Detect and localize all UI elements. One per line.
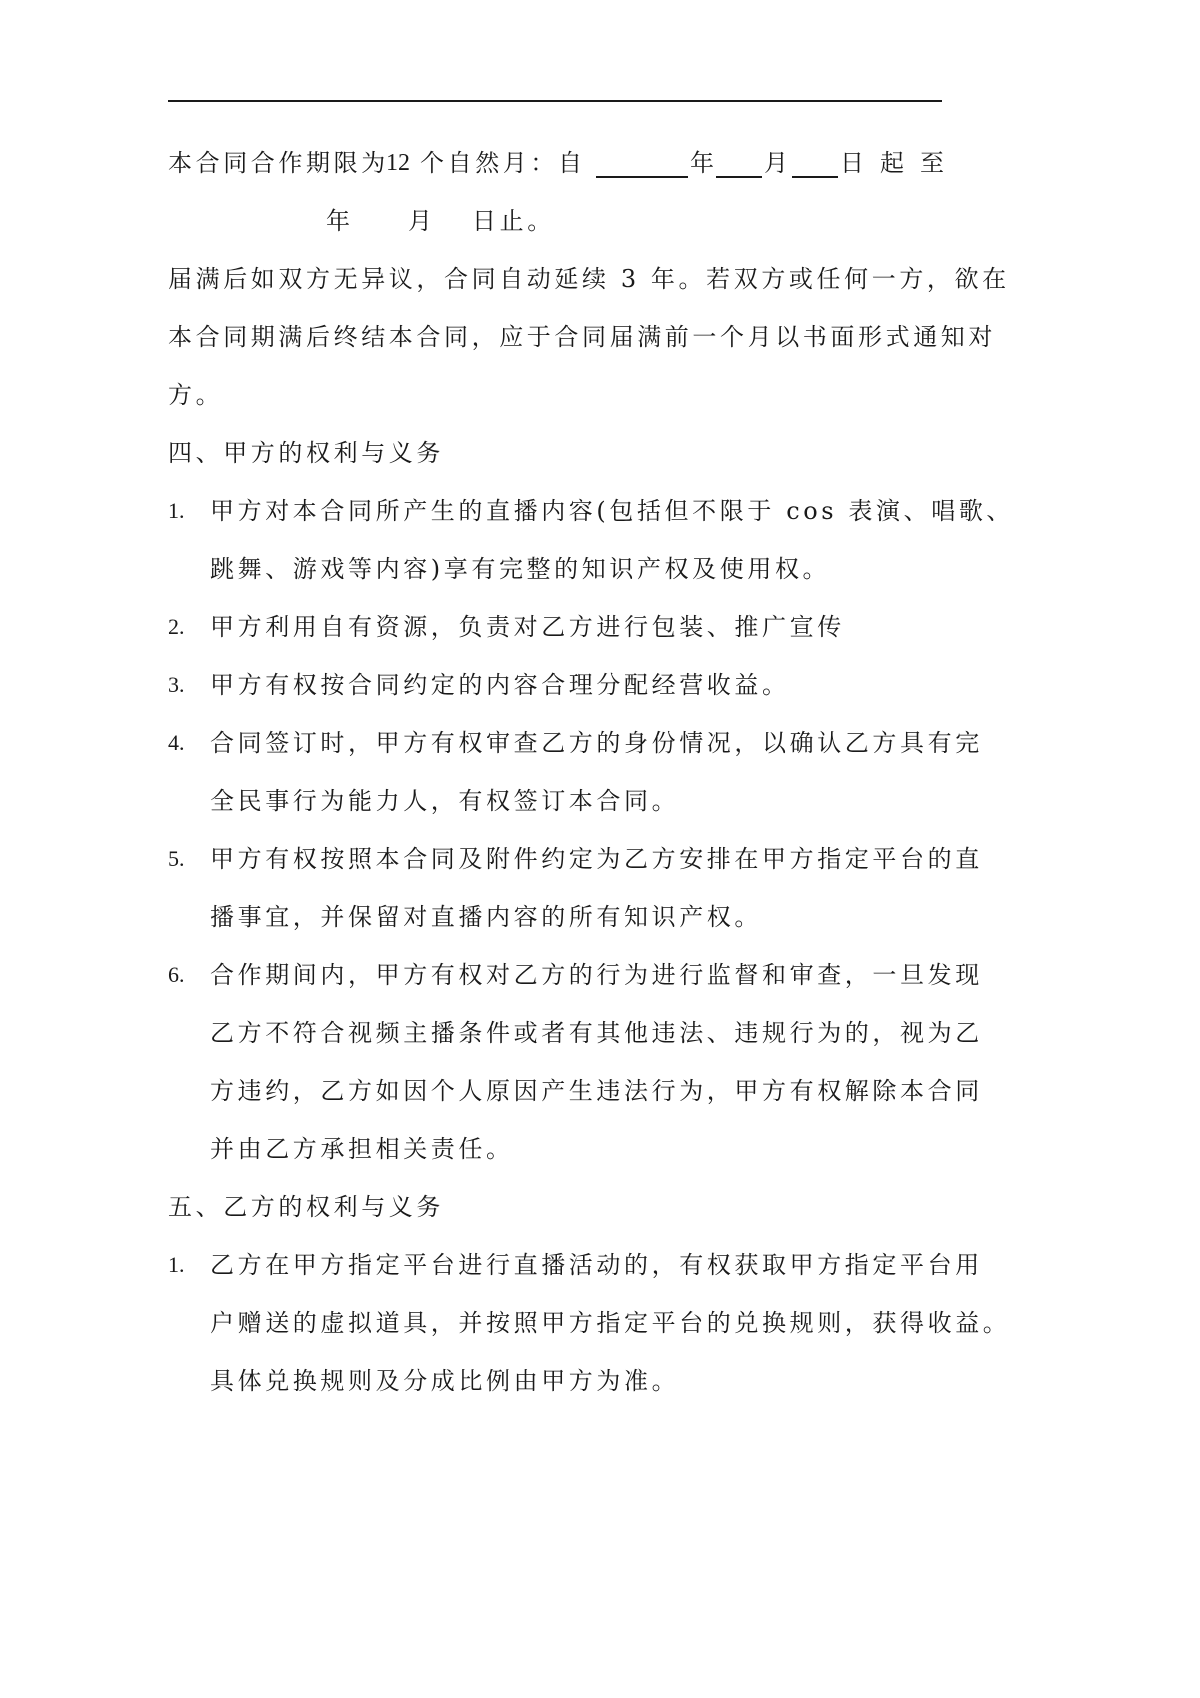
item-number: 2. [168,614,185,639]
end-day-label: 日止。 [472,207,555,235]
start-day-label: 日 [840,149,868,177]
item-text-line: 甲方对本合同所产生的直播内容(包括但不限于 cos 表演、唱歌、 [210,497,1015,525]
item-number: 3. [168,672,185,697]
item-text-line: 甲方有权按合同约定的内容合理分配经营收益。 [210,671,790,699]
header-rule [168,100,942,102]
item-text-line: 合同签订时，甲方有权审查乙方的身份情况，以确认乙方具有完 [210,729,983,757]
to-label: 至 [920,149,948,177]
section-4-item-1-cont: 跳舞、游戏等内容)享有完整的知识产权及使用权。 [210,555,831,583]
item-text-line: 甲方有权按照本合同及附件约定为乙方安排在甲方指定平台的直 [210,845,983,873]
item-text-line: 合作期间内，甲方有权对乙方的行为进行监督和审查，一旦发现 [210,961,983,989]
start-month-label: 月 [764,149,792,177]
item-number: 4. [168,730,185,755]
item-number: 1. [168,498,185,523]
end-year-label: 年 [326,207,354,235]
section-4-item-6-cont-2: 方违约，乙方如因个人原因产生违法行为，甲方有权解除本合同 [210,1077,983,1105]
renewal-line-2: 本合同期满后终结本合同，应于合同届满前一个月以书面形式通知对 [168,323,996,351]
end-month-label: 月 [408,207,436,235]
section-4-item-6-cont-3: 并由乙方承担相关责任。 [210,1135,514,1163]
term-months-suffix: 个自然月：自 [420,149,586,177]
section-5-item-1-cont-2: 具体兑换规则及分成比例由甲方为准。 [210,1367,680,1395]
term-clause-line-1 [168,146,948,180]
start-month-blank[interactable] [716,146,762,178]
item-text-line: 甲方利用自有资源，负责对乙方进行包装、推广宣传 [210,613,845,641]
renewal-line-3: 方。 [168,381,224,409]
start-year-blank[interactable] [596,146,688,178]
from-label: 起 [880,149,908,177]
item-number: 6. [168,962,185,987]
section-5-heading: 五、乙方的权利与义务 [168,1193,444,1221]
term-months-number: 12 [386,150,410,176]
start-day-blank[interactable] [792,146,838,178]
renewal-line-1: 届满后如双方无异议，合同自动延续 3 年。若双方或任何一方，欲在 [168,265,1010,293]
item-number: 1. [168,1252,185,1277]
term-clause-line-2 [168,204,942,238]
section-4-item-6-cont-1: 乙方不符合视频主播条件或者有其他违法、违规行为的，视为乙 [210,1019,983,1047]
section-4-item-4 [168,726,983,760]
item-number: 5. [168,846,185,871]
term-prefix: 本合同合作期限为 [168,149,389,177]
section-4-item-5-cont: 播事宜，并保留对直播内容的所有知识产权。 [210,903,762,931]
section-4-item-5 [168,842,983,876]
section-5-item-1 [168,1248,983,1282]
section-4-item-6 [168,958,983,992]
section-5-item-1-cont-1: 户赠送的虚拟道具，并按照甲方指定平台的兑换规则，获得收益。 [210,1309,1011,1337]
section-4-heading: 四、甲方的权利与义务 [168,439,444,467]
section-4-item-4-cont: 全民事行为能力人，有权签订本合同。 [210,787,680,815]
start-year-label: 年 [690,149,718,177]
section-4-item-2 [168,610,942,644]
item-text-line: 乙方在甲方指定平台进行直播活动的，有权获取甲方指定平台用 [210,1251,983,1279]
section-4-item-3 [168,668,942,702]
section-4-item-1 [168,494,1015,528]
